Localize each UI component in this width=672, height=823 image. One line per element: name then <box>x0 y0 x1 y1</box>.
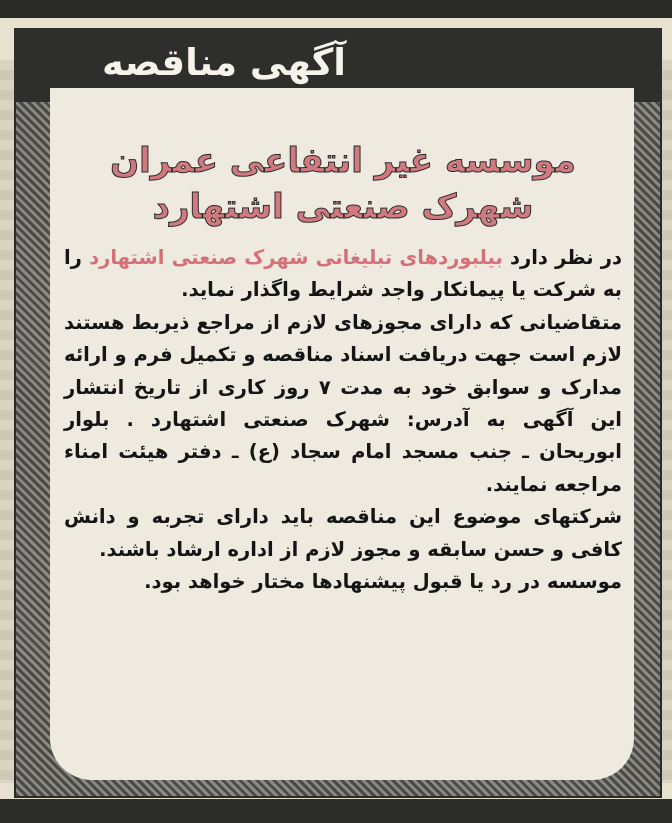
organization-name-line-2: شهرک صنعتی اشتهارد <box>152 187 534 227</box>
advertisement-title: آگهی مناقصه <box>102 41 346 84</box>
advertisement-text <box>64 242 622 598</box>
intro-start: در نظر دارد <box>502 246 622 269</box>
paragraph-requirements: متقاضیانی که دارای مجوزهای لازم از مراجع ذیربط هستند لازم است جهت دریافت اسناد مناقصه و تکمیل فرم و ارائه مدارک و سوابق خود به مدت ۷ روز کاری از تاریخ انتشار این آگهی به آدرس: شهرک صنعتی اشتهارد . بلوار ابوریحان ـ جنب مسجد امام سجاد (ع) ـ دفتر هیئت امناء مراجعه نمایند. <box>64 310 622 496</box>
top-edge-strip <box>0 0 672 18</box>
paragraph-disclaimer: موسسه در رد یا قبول پیشنهادها مختار خواهد بود. <box>144 570 622 594</box>
organization-name-line-1: موسسه غیر انتفاعی عمران <box>110 141 576 181</box>
intro-end: را به شرکت یا پیمانکار واجد شرایط واگذار نماید. <box>64 246 622 302</box>
subject-highlight: بیلبوردهای تبلیغاتی شهرک صنعتی اشتهارد <box>89 246 503 269</box>
paragraph-intro <box>64 242 622 307</box>
paragraph-qualifications: شرکتهای موضوع این مناقصه باید دارای تجربه و دانش کافی و حسن سابقه و مجوز لازم از اداره ارشاد باشند. <box>64 505 622 561</box>
advertisement-body-panel <box>50 88 634 780</box>
bottom-edge-strip <box>0 799 672 823</box>
